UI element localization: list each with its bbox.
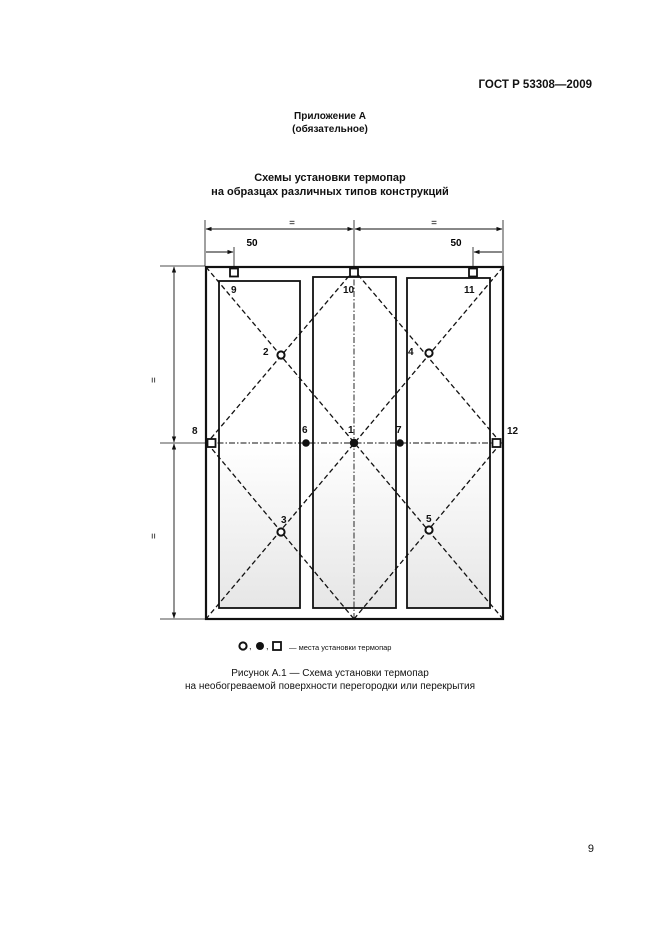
annex-status: (обязательное) (292, 124, 368, 135)
point-10-marker (350, 269, 358, 277)
document-code: ГОСТ Р 53308—2009 (478, 79, 592, 91)
point-5-label: 5 (426, 514, 432, 525)
dim-label-equal-top: = (147, 377, 158, 383)
dim-label-equal-bottom: = (147, 533, 158, 539)
point-10-label: 10 (343, 285, 355, 296)
point-9-label: 9 (231, 285, 237, 296)
point-4-label: 4 (408, 347, 414, 358)
point-6-marker (302, 439, 310, 447)
legend-dot-icon (256, 642, 264, 650)
point-8-marker (208, 439, 216, 447)
legend-ring-icon (239, 642, 246, 649)
page-number: 9 (587, 843, 594, 855)
dim-label-50-right: 50 (450, 238, 462, 249)
point-9-marker (230, 269, 238, 277)
point-11-label: 11 (464, 285, 475, 296)
point-6-label: 6 (302, 425, 308, 436)
point-2-label: 2 (263, 347, 269, 358)
point-3-marker (277, 528, 284, 535)
point-1-marker (350, 439, 358, 447)
legend (239, 641, 391, 652)
point-5-marker (425, 526, 432, 533)
figure-caption-line-1: Рисунок А.1 — Схема установки термопар (231, 668, 429, 679)
dim-label-50-left: 50 (246, 238, 258, 249)
point-4-marker (425, 349, 432, 356)
legend-text: — места установки термопар (289, 643, 392, 652)
figure-caption-line-2: на необогреваемой поверхности перегородки или перекрытия (184, 681, 476, 692)
point-8-label: 8 (192, 426, 198, 437)
svg-text:,: , (266, 641, 269, 651)
point-3-label: 3 (281, 515, 287, 526)
legend-square-icon (273, 642, 281, 650)
point-2-marker (277, 351, 284, 358)
figure-heading-line-1: Схемы установки термопар (254, 172, 406, 184)
point-12-label: 12 (507, 426, 519, 437)
point-7-label: 7 (396, 425, 402, 436)
svg-text:,: , (249, 641, 252, 651)
dim-label-equal-left: = (289, 218, 295, 229)
figure-heading-line-2: на образцах различных типов конструкций (211, 186, 449, 198)
figure-caption (130, 667, 530, 693)
dim-label-equal-right: = (431, 218, 437, 229)
point-12-marker (493, 439, 501, 447)
annex-title: Приложение А (294, 111, 366, 122)
point-1-label: 1 (348, 425, 354, 436)
point-7-marker (396, 439, 404, 447)
point-11-marker (469, 269, 477, 277)
